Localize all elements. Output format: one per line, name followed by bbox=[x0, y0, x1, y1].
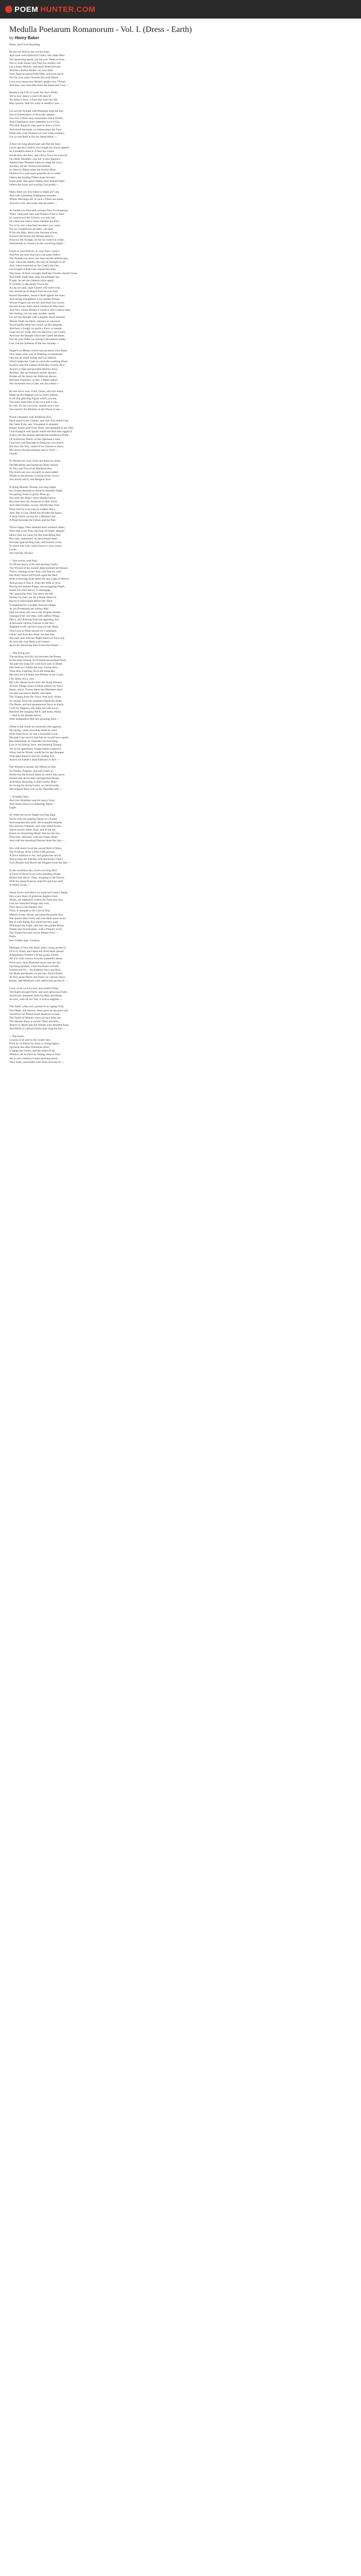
poem-line: Plies him, reluctant, with her hooky Beak; bbox=[9, 836, 58, 839]
poem-line: Chirch'sang'd with Spoils which the Red-Sea supply'd, bbox=[9, 430, 73, 434]
poem-line: Therefore our Parent Earth deserves to bear bbox=[9, 1012, 60, 1016]
poem-line: When Jove's bold Bird, on some tall Cedar's Head, bbox=[9, 891, 68, 894]
byline-by: by bbox=[9, 36, 14, 40]
poem-line: Not with more Good the sacred Bird of Mars, bbox=[9, 846, 62, 850]
poem-line: With swimming Eyes seeks the last Light of Heav'n, bbox=[9, 578, 70, 581]
poem-line: Reclines her hanging Neck, and heavy Head, bbox=[9, 710, 61, 714]
poem-line: But by'd unfortunate before her Time, bbox=[9, 600, 53, 603]
stanza bbox=[9, 987, 352, 1002]
poem-line: Cold, by Degrees, she sinks her Life away: bbox=[9, 706, 59, 710]
poem-line: Lewis upward comb'd, the Length too much appear! bbox=[9, 146, 70, 150]
stanza bbox=[9, 191, 352, 206]
poem-line: Should always shun much Gesture in Discourse. bbox=[9, 304, 65, 308]
poem-line: Up'rising gradual, while the Roots in Earth bbox=[9, 964, 59, 968]
poem-line: The Human Race, a certain Time, she bore, bbox=[9, 1020, 59, 1024]
stanza bbox=[9, 560, 352, 648]
stanza bbox=[9, 209, 352, 246]
poem-line: Erects his threat'ning Head: She not the less bbox=[9, 832, 60, 836]
poem-line: Another, like an Ostland's sturdy Spouse, bbox=[9, 371, 57, 375]
poem-line: Nor in Embroidery, or Brocade, appear: bbox=[9, 113, 55, 116]
stanza bbox=[9, 869, 352, 888]
poem-line: Gape not too wide, lest you discover your Gums, bbox=[9, 331, 66, 334]
poem-line: Lest her stretched Wings they turn, bbox=[9, 902, 50, 906]
poem-line: And Cleanliness more animates Love's Fire. bbox=[9, 121, 60, 124]
poem-line: And other Bodies, in new Worlds they find. bbox=[9, 504, 60, 507]
poem-line: Had not shorn off, nor to the Stygian Shades bbox=[9, 611, 61, 614]
poem-line: She spurns them forth, and cuts them quite away: bbox=[9, 917, 67, 920]
poem-line: And bend, decaying, to their earthy Beds: bbox=[9, 780, 58, 784]
poem-line: Her Body thrice roll'd back upon the Bed: bbox=[9, 574, 58, 578]
poem-line: And all Things swim in Mists before my Eyes: bbox=[9, 684, 63, 688]
poem-line: Her fated Eyes, new Conquests to prepare: bbox=[9, 422, 59, 426]
poem-line: Nor in wide Shoes your Feet too loosely roll. bbox=[9, 61, 61, 65]
poem-line: With tilted Eyes, he cast a mournful Look, bbox=[9, 732, 59, 736]
poem-line: But if with daring Eye unmoved they gaze, bbox=[9, 920, 59, 924]
poem-line: But thro' the Veil, contriv'd its Charms to shew, bbox=[9, 445, 64, 448]
poem-line: For no one Rule is fixt for Head Attire.— bbox=[9, 135, 57, 139]
poem-line: The Reins: and not spontaneous flows to Earth: bbox=[9, 703, 64, 706]
poem-line: So loving his dying Looks, so, see'mwardy, bbox=[9, 784, 60, 788]
poem-line: When to the Youth his mournful Sire appears, bbox=[9, 725, 62, 728]
poem-line: I bear: and from this Body set thee free. bbox=[9, 633, 56, 636]
poem-line: You'd hardly think how much on this depends, bbox=[9, 323, 63, 327]
poem-line: And wear well-fashion'd Cloths, like other Men. bbox=[9, 54, 65, 58]
poem-line: The Lean, of thick wrought Stuff her Cloaths should chuse; bbox=[9, 272, 78, 275]
poem-line: All o'er with various Flowers enamell'd shone: bbox=[9, 957, 63, 961]
site-header bbox=[0, 0, 361, 19]
poem-line: That aged Hand to seal his closing Eye, bbox=[9, 754, 55, 758]
poem-line: A Point between the Future and the Past. bbox=[9, 518, 57, 522]
stanza bbox=[9, 50, 352, 88]
poem-line: All to one common Center pressing down: bbox=[9, 1057, 59, 1060]
poem-line: Whilst in the gloomy Coverts of the Grove, bbox=[9, 474, 60, 478]
poem-line: Nor seek the dreary silent Shades below: bbox=[9, 497, 57, 500]
poem-line: But forth they fly, immortal in their Kind, bbox=[9, 500, 58, 504]
poem-line: Between Extremes, in this, a Mean adjust: bbox=[9, 379, 58, 382]
poem-line: Sends Iris from above, to disengage bbox=[9, 588, 51, 592]
poem-line: The Foulcon, from a lofty Cliff pursues bbox=[9, 850, 55, 854]
poem-line: The Wound is mortal; All efforts no Aid: bbox=[9, 766, 56, 769]
poem-line: Mark'd if they shrink, and shun the potent Ray, bbox=[9, 913, 64, 917]
poem-line: And all is Art, that looks like Accident.— bbox=[9, 201, 58, 205]
poem-line: Her fresh on Cheeks the rosy Colour flies. bbox=[9, 666, 58, 670]
poem-line: With his sharp Pounces snatch'd and bore aloft bbox=[9, 880, 63, 884]
stanza bbox=[9, 91, 352, 106]
poem-line: Nor Heats, nor Storms: these grew as she grew old. bbox=[9, 1009, 69, 1012]
poem-line: When Vineyards bud, and Winters Frost is fled: bbox=[9, 213, 64, 216]
byline bbox=[9, 36, 352, 40]
poem-line: And Birds of various Forms that wing the Air.— bbox=[9, 1027, 65, 1031]
poem-line: Haste, and to Turnus these last Mandates bear: bbox=[9, 688, 63, 692]
poem-line: And Food, abundant, both for Man and Beast, bbox=[9, 994, 62, 997]
poem-line: Neither by Fate, nor by a Death deserv'd, bbox=[9, 596, 57, 600]
poem-line: As now, with all our Toil, it scarce supplies.— bbox=[9, 998, 63, 1002]
poem-line: A face too long should part and flat the Hair, bbox=[9, 143, 61, 146]
poem-line: But uninspired, th' imperfect Accent hung, bbox=[9, 740, 58, 743]
poem-line: Then, if unequal to the God of Day, bbox=[9, 909, 51, 913]
poem-line: Turn Plumes and Blood fall mingled from the Sky.— bbox=[9, 861, 71, 865]
poem-line: And ev'ry Step and graceful Motion show. bbox=[9, 367, 58, 371]
poem-line: No parting Souls to grisly Pluto go, bbox=[9, 493, 51, 496]
poem-line: For no Complexion all alike, can bear. bbox=[9, 227, 54, 231]
poem-line: Whose Teeth are black, uneven, or unsound. bbox=[9, 319, 61, 323]
poem-line: With Indignation flies her groaning Soul.— bbox=[9, 718, 60, 721]
poem-line: Stares horrid: hisses loud, and in the Air bbox=[9, 828, 56, 832]
poem-line: Eagle. bbox=[9, 806, 17, 810]
poem-line: See Suicide. Wound. bbox=[9, 552, 34, 555]
poem-line: On Birds and Beasts, on the new form'd Earth, bbox=[9, 972, 63, 976]
poem-line: Tender she broods them, with a Parent's Love, bbox=[9, 928, 63, 931]
poem-line: —And to the Shades below, bbox=[9, 714, 42, 718]
poem-line: Of which the cherry Nose inbribes the Dye. bbox=[9, 220, 60, 224]
stanza bbox=[9, 946, 352, 984]
poem-line: Her lovely Bosom panting rose to View.— bbox=[9, 449, 59, 452]
poem-line: The Wound of the sounds deep beneath her Breast; bbox=[9, 566, 68, 570]
stanza bbox=[9, 766, 352, 791]
poem-body bbox=[9, 43, 352, 1064]
stanza bbox=[9, 349, 352, 386]
poem-line: Art helps a Face: a Face this' heav'nly fair, bbox=[9, 98, 58, 102]
poem-line: Too rich a Dress may sometimes check Desire, bbox=[9, 117, 63, 121]
poem-line: And how a Laugh, or spoils a Face, or mends. bbox=[9, 327, 62, 330]
poem-line: Let not the Nymph with Laughter much abound, bbox=[9, 316, 65, 319]
poem-line: — She strives with Pain bbox=[9, 559, 38, 563]
poem-line: Provoke approaching Fate, and bravely scorn bbox=[9, 540, 62, 544]
poem-line: His pale Lips mov'd, and fain he would have spoke: bbox=[9, 736, 69, 740]
poem-line: Withstand the Light, and bear the golden Blaze, bbox=[9, 924, 64, 927]
poem-line: And closes them in everlasting Night.— bbox=[9, 802, 56, 806]
poem-line: By Art we're won: Gold, Gems, and rich Attire, bbox=[9, 389, 64, 393]
poem-line: Another, all her Tresses ties behind; bbox=[9, 165, 51, 168]
poem-line: Of ev'ry Kind, and round the Wild Hills spread bbox=[9, 950, 63, 954]
stanza bbox=[9, 110, 352, 139]
poem-line: The Hair dispos'd, may gain or lose a Grace, bbox=[9, 124, 61, 128]
logo-text-left: POEM bbox=[14, 5, 39, 14]
poem-line: Transported by a sudden Passion's Rage; bbox=[9, 603, 57, 607]
poem-line: If brown the Nymph, let her be cloth'd in white; bbox=[9, 239, 64, 242]
poem-line: Upwards the other Elements retire: bbox=[9, 1046, 50, 1049]
poem-line: While, yet unplum'd, within the Nest they stay, bbox=[9, 898, 64, 902]
poem-line: May quickly fade for want of needful Care.— bbox=[9, 102, 62, 106]
stanza bbox=[9, 526, 352, 555]
poem-line: Which helps her Coats to catch the swelling Wind: bbox=[9, 360, 68, 364]
poem-line: Beauty's the Gift of Gods, the Sex's Pride! bbox=[9, 91, 58, 94]
poem-line: Strides all the Space her Petticoat allows. bbox=[9, 375, 57, 378]
poem-line: Old Mysteries and barbarous Rites restore, bbox=[9, 463, 59, 467]
poem-line: Hence they no Cares for this frail Being feel, bbox=[9, 533, 61, 537]
poem-line: This Lock to Pluto sacred, by Command, bbox=[9, 629, 57, 633]
poem-line: And with a pleasing Negligence ensnare: bbox=[9, 194, 57, 198]
poem-line: As yet Proserpina her yellow Hair bbox=[9, 607, 49, 611]
poem-line: In vain, for her you love, amidst such Cost, bbox=[9, 404, 59, 408]
poem-line: To spare that Life, which must so soon return. bbox=[9, 545, 62, 548]
poem-line: And groans to find it. Then the Wife of Jove, bbox=[9, 581, 61, 585]
poem-line: Neglect no Means which may promote your Ends: bbox=[9, 349, 68, 352]
poem-title: Medulla Poetarum Romanorum - Vol. I. (Dress - Earth) bbox=[9, 25, 192, 34]
poem-line: Thrice happy They beneath their northern Skies, bbox=[9, 526, 65, 530]
poem-line: Nor let your Sides too strong Concussions shake, bbox=[9, 338, 67, 342]
site-logo-link[interactable] bbox=[5, 5, 95, 14]
poem-line: Let Length of Petticoat conceal her Size. bbox=[9, 268, 57, 272]
poem-line: Be not too finical, but yet be clean, bbox=[9, 50, 50, 54]
poem-line: Cure your unsavoury Breath, gargle your Throat: bbox=[9, 80, 66, 83]
poem-line: And lacing strengthens a too slender Breast. bbox=[9, 297, 60, 301]
poem-line: So dress'd, Diana hunts the fearful Hind. bbox=[9, 168, 56, 172]
poem-line: Andromeda so charm'd in the wond'ring Sight.— bbox=[9, 242, 66, 246]
poem-line: Some plait, like spiral Shells, their braided Hair: bbox=[9, 179, 65, 183]
poem-line: As when the tawny Eagle tow'ring high, bbox=[9, 814, 56, 817]
poem-line: And with her sounding Pinions beats the Sky.— bbox=[9, 839, 65, 843]
poem-line: Sticks with her griping Talons in a Snake, bbox=[9, 817, 58, 821]
poem-line: And ev'ry Beast that she Woods with dreadful Roar, bbox=[9, 1024, 69, 1027]
poem-line: And free your Arm-Pits from the Rank and Goat.— bbox=[9, 83, 69, 87]
author-link[interactable]: Henry Baker bbox=[14, 36, 39, 40]
poem-line: A Stop which can but for a Moment last, bbox=[9, 515, 56, 518]
poem-line: Whence, all its Parts by falling, drop to Fall; bbox=[9, 1053, 61, 1057]
poem-line: To You, and You of all Mankind else, bbox=[9, 467, 53, 470]
poem-line: I fly Sister Acca, now bbox=[9, 677, 35, 681]
poem-line: Dress, and Good Breeding. bbox=[9, 43, 41, 46]
stanza bbox=[9, 814, 352, 843]
poem-line: And let a skilful Barber cut your Hair; bbox=[9, 69, 54, 73]
poem-line: And in his Father's fond Embrace to dye.— bbox=[9, 758, 60, 762]
poem-line: Lost in his falling Jaws, and faultring Tongue bbox=[9, 743, 62, 747]
poem-line: Sould shew the Ears, and with a Town be crown'd. bbox=[9, 154, 68, 157]
poem-line: To lift her heavy Lids, and fainting Limbs: bbox=[9, 563, 59, 566]
poem-line: — She dying lays bbox=[9, 651, 30, 655]
stanza bbox=[9, 250, 352, 346]
stanza bbox=[9, 143, 352, 187]
poem-line: See Golden Age. Creation. bbox=[9, 939, 40, 942]
stanza bbox=[9, 795, 352, 810]
poem-line: At once the vital Heat is all extinct; bbox=[9, 640, 51, 644]
poem-line: Whole Mornings oft, in such a Dress are spent, bbox=[9, 198, 64, 201]
poem-line: Scarce can the minion beneath the ponderous Pride, bbox=[9, 434, 69, 437]
poem-line: No Ghosts descend to dwell in dreadful Night: bbox=[9, 489, 63, 493]
poem-line: And You, whose Breath is tound it, this Caution take, bbox=[9, 309, 71, 312]
poem-line: Nor showmen rest a Gate, nor too robust.— bbox=[9, 382, 60, 386]
poem-line: Dishevel'd it suits most graceful are to some: bbox=[9, 172, 61, 176]
poem-line: Before him drove: Then, stooping to the Waves, bbox=[9, 876, 65, 879]
poem-line: Let a black Muscle, and black Beard beware, bbox=[9, 65, 61, 69]
poem-line: The Future Servants of her Master Jove.— bbox=[9, 931, 59, 935]
poem-line: And scoops her Entrails with his hooky Claws: bbox=[9, 858, 64, 861]
poem-line: A Flock of River Fowl with sounding Wings bbox=[9, 872, 61, 876]
stanza bbox=[9, 460, 352, 482]
poem-line: The Earth brought forth; and such delicious Fruits, bbox=[9, 990, 68, 994]
poem-line: Make up the Pageant you so much admire: bbox=[9, 393, 59, 397]
poem-line: Yet to how many is that Gift deny'd! bbox=[9, 95, 52, 98]
logo-text-right: HUNTER.COM bbox=[40, 5, 95, 14]
poem-line: Try ev'ry one, what best becomes you, wear: bbox=[9, 224, 61, 227]
poem-line: If dying Mortals' Dooms you sing aright, bbox=[9, 485, 57, 489]
poem-line: Bruise but the broken Stem on which they grow, bbox=[9, 773, 65, 776]
poem-line: Whose Fingers are too fat, and Nails too coarse, bbox=[9, 301, 65, 304]
poem-line: All pale she sinks her cold Eyes sink in Death: bbox=[9, 663, 63, 666]
poem-line: Nor spurt'ning speak, nor let your Teeth be foul, bbox=[9, 58, 65, 61]
poem-line: Instant sink down their unsupported Heads, bbox=[9, 776, 60, 780]
poem-line: And few are seen that have not some Defect. bbox=[9, 253, 61, 257]
poem-line: And snatches him aloft: the wounded Serpent bbox=[9, 821, 62, 824]
poem-line: They meet, and hinder each from moving on.— bbox=[9, 1060, 64, 1064]
poem-line: So various are the Colours you may see, bbox=[9, 216, 56, 220]
poem-line: But rush, undaunted, on the pointed Steel: bbox=[9, 537, 58, 540]
poem-line: To Druids too, now Arms are heard no more, bbox=[9, 460, 61, 463]
poem-line: If swarthy, to the pearly Fucus fly. bbox=[9, 283, 49, 286]
poem-line: Now learn what way of Walking recommends: bbox=[9, 353, 63, 356]
poem-line: In all that glitt'ring Figure which you see, bbox=[9, 397, 57, 400]
poem-line: My Life, Blood issues thro' the dying Wound: bbox=[9, 681, 62, 684]
poem-line: The Earth, when new, produc'd no raging Cold, bbox=[9, 1005, 64, 1009]
poem-line: His tortuous Volumes, and with refted Scales bbox=[9, 824, 61, 828]
poem-line: Lowest of all and in the Center lies: bbox=[9, 1038, 51, 1042]
poem-line: Her agonizing Soul: For since she fell bbox=[9, 592, 53, 596]
stanza bbox=[9, 725, 352, 762]
poem-line: Nor should an ill-shap'd Foot be ever bare. bbox=[9, 290, 59, 294]
poem-line: Others the loose and waving Curl prefer.— bbox=[9, 183, 59, 187]
stanza bbox=[9, 43, 352, 47]
poem-line: So Laodamia dress'd. A face too round bbox=[9, 150, 54, 154]
poem-line: His dying, weak, unweildy Head he rears: bbox=[9, 728, 58, 732]
poem-line: Lest you the Softness of the Sex forsake.— bbox=[9, 342, 59, 345]
stanza bbox=[9, 1005, 352, 1031]
poem-line: —The Earth bbox=[9, 1035, 24, 1038]
poem-line: Yet in his speechless Visage seems express'd, bbox=[9, 747, 62, 751]
poem-line: Chin'roch soft Brocade in Desscens was drawn bbox=[9, 441, 64, 445]
poem-content bbox=[0, 19, 361, 1064]
poem-line: The sticking Java'lin; but between the Bones, bbox=[9, 655, 62, 658]
poem-line: The least, least Part of her own self is she. bbox=[9, 401, 58, 404]
poem-line: If fair the Skin, black may become it best; bbox=[9, 231, 58, 234]
poem-line: The Nymph too short, her Seat should seldom quit, bbox=[9, 257, 69, 260]
poem-line: A stately Swan.— bbox=[9, 884, 30, 887]
poem-line: And, like a Line, Death but divides the Space, bbox=[9, 511, 62, 515]
poem-line: If pale, let her the crimson Juice apply: bbox=[9, 279, 55, 282]
poem-line: She said, and with her Right Hand cut the Lock: bbox=[9, 636, 65, 640]
stanza bbox=[9, 390, 352, 412]
poem-line: Others the binding Fillets more become. bbox=[9, 176, 56, 179]
poem-line: His languid Neck was on his Shoulder laid.— bbox=[9, 788, 62, 791]
poem-line: At first, grass Herbs and Trees: by various Ways, bbox=[9, 976, 66, 979]
poem-line: Many there are who seem to slight all Care, bbox=[9, 191, 60, 194]
poem-line: Fix'd by its Placer for from it, rising higher, bbox=[9, 1042, 60, 1045]
stanza bbox=[9, 486, 352, 523]
poem-line: They turn to the Eastern Sky: bbox=[9, 906, 43, 909]
poem-line: In the vermilion Sky Jove's tow'ring Bird bbox=[9, 869, 57, 872]
poem-line: A Leg too lank, tight Garters still must wear, bbox=[9, 286, 61, 290]
poem-line: Her best lov'd Friend, and Partner of her Cares: bbox=[9, 673, 64, 677]
poem-line: Round Shoulders, factor'd Stuff appear the least: bbox=[9, 294, 65, 297]
poem-line: Hard stand in her Cheeks, and with Foil artful Care bbox=[9, 419, 69, 422]
poem-line: Then thus, expiring, Acca she bespeaks, bbox=[9, 670, 56, 673]
stanza bbox=[9, 1035, 352, 1064]
poem-line: You dwell retir'd, and Religion love. bbox=[9, 478, 52, 482]
poem-line: The Name of Mother, since all race from her: bbox=[9, 1016, 62, 1020]
stanza bbox=[9, 652, 352, 722]
poem-line: A Dove sublime in Air; and gripes her seiz'd; bbox=[9, 854, 61, 858]
poem-line: Thus Life for ever runs its endless Race, bbox=[9, 507, 56, 511]
poem-line: What, had he Words, would be his last Request: bbox=[9, 751, 64, 754]
poem-line: So saying, from her slacken'd Hand the drops bbox=[9, 699, 62, 703]
stanza bbox=[9, 891, 352, 943]
poem-line: Proud Cleopatra with Ambition fir'd, bbox=[9, 415, 52, 419]
poem-line: As Fields you find with various Flow'rs o'erspread, bbox=[9, 209, 69, 212]
poem-line: You search: the Mistress in the Dress is lost.— bbox=[9, 408, 63, 412]
poem-line: And iron Slumbers seal his heavy Eyes, bbox=[9, 799, 56, 802]
poem-line: Adorn'd like Phoebus when he sings his Lays; bbox=[9, 161, 63, 164]
poem-line: Thrice, leaning on her Arm, she fiercely rose: bbox=[9, 570, 62, 574]
poem-line: Earth. bbox=[9, 935, 17, 939]
poem-line: A thousand various Colours in the Sky, bbox=[9, 622, 55, 625]
poem-line: Claudi. bbox=[9, 452, 18, 456]
poem-line: Consign'd her. Iris then, with saffron Wings, bbox=[9, 615, 60, 618]
poem-line: Dewy, and drawing from the opposing Sun bbox=[9, 618, 59, 622]
poem-line: And, when extended on her Couch she lies, bbox=[9, 264, 60, 268]
poem-line: In black the lovely fair Briseis dress'd; bbox=[9, 235, 54, 239]
poem-line: Trees next, their Branches shoot into the Air, bbox=[9, 961, 61, 964]
poem-line: Swell'd with the wanton Wind they loosely flow, bbox=[9, 364, 65, 367]
poem-line: Brutes, and Mankind, were afterwards produc'd.— bbox=[9, 979, 68, 983]
poem-line: What suits your Features of your Glass enquire; bbox=[9, 131, 65, 135]
poem-line: Your Nails be pared from Filth, and even par'd; bbox=[9, 73, 64, 76]
poem-line: Has a new Race of generous Eaglets bred, bbox=[9, 894, 58, 898]
poem-line: Alighted swift: and hov'ring o'er her Head, bbox=[9, 625, 59, 629]
poem-line: The Souls are now reveal'd, or unrevealed: bbox=[9, 470, 59, 474]
poem-line: Of wond'rous Worth, of the Ophirean Loom, bbox=[9, 437, 61, 441]
poem-line: Lucan. bbox=[9, 548, 18, 552]
poem-line: On either Shoulder, one, her Locks displays; bbox=[9, 157, 61, 161]
poem-line: Lest, when she stands, she may be thought to sit: bbox=[9, 261, 66, 264]
poem-line: Let not the Nymph with Pendants load her Ear, bbox=[9, 109, 64, 113]
poem-line: Corn, of its own Accord, and untill'd Wine, bbox=[9, 987, 59, 990]
poem-line: And lose the Dimple which the Cheek becomes. bbox=[9, 334, 65, 338]
poem-line: And Life dissolving flew'd into the Winds.— bbox=[9, 644, 61, 648]
poem-line: In the deep Wound, fix'd stands the pointed Steel: bbox=[9, 658, 67, 662]
poem-line: Faults in your Person, or your Face, correct bbox=[9, 249, 60, 253]
poem-line: Who that worst Fear, the Fear of Death, despise: bbox=[9, 530, 65, 533]
poem-line: Heritage of Arts, the Earth when young produc'd, bbox=[9, 946, 67, 950]
stanza bbox=[9, 416, 352, 456]
stanza bbox=[9, 847, 352, 866]
poem-line: Extend and fix.—As Feathers first, and Hair, bbox=[9, 968, 61, 972]
poem-line: A beauteous Verdure o'er the grassy Fields: bbox=[9, 954, 59, 957]
poem-line: It hangs the lowest, and the midst of all, bbox=[9, 1049, 56, 1053]
poem-line: —A deadly Rest, bbox=[9, 795, 29, 799]
poem-line: The Trojans from the Town. And now, Adieu. bbox=[9, 696, 62, 699]
poem-line: And much becomes, or misbecomes the Face. bbox=[9, 128, 62, 131]
poem-line: So Violets, Poppies, and soft Lilies so, bbox=[9, 769, 54, 773]
poem-line: Pitying her tedious Pangs, and struggling Death, bbox=[9, 585, 65, 588]
poem-line: Bright Jewels grac'd her Neck, and sparkled in her Hair. bbox=[9, 427, 74, 430]
poem-line: One has an artful Swing and Lax behind, bbox=[9, 357, 57, 360]
poem-line: And fuller made than what the plumper use. bbox=[9, 275, 60, 279]
logo-icon bbox=[5, 6, 12, 13]
poem-line: Nor let your nasty Nostrils but with Beard. bbox=[9, 76, 59, 80]
poem-line: Nor fasting, nor too near another, speak. bbox=[9, 312, 56, 316]
poem-line: Let him succeed to Battle, and repel bbox=[9, 692, 51, 696]
